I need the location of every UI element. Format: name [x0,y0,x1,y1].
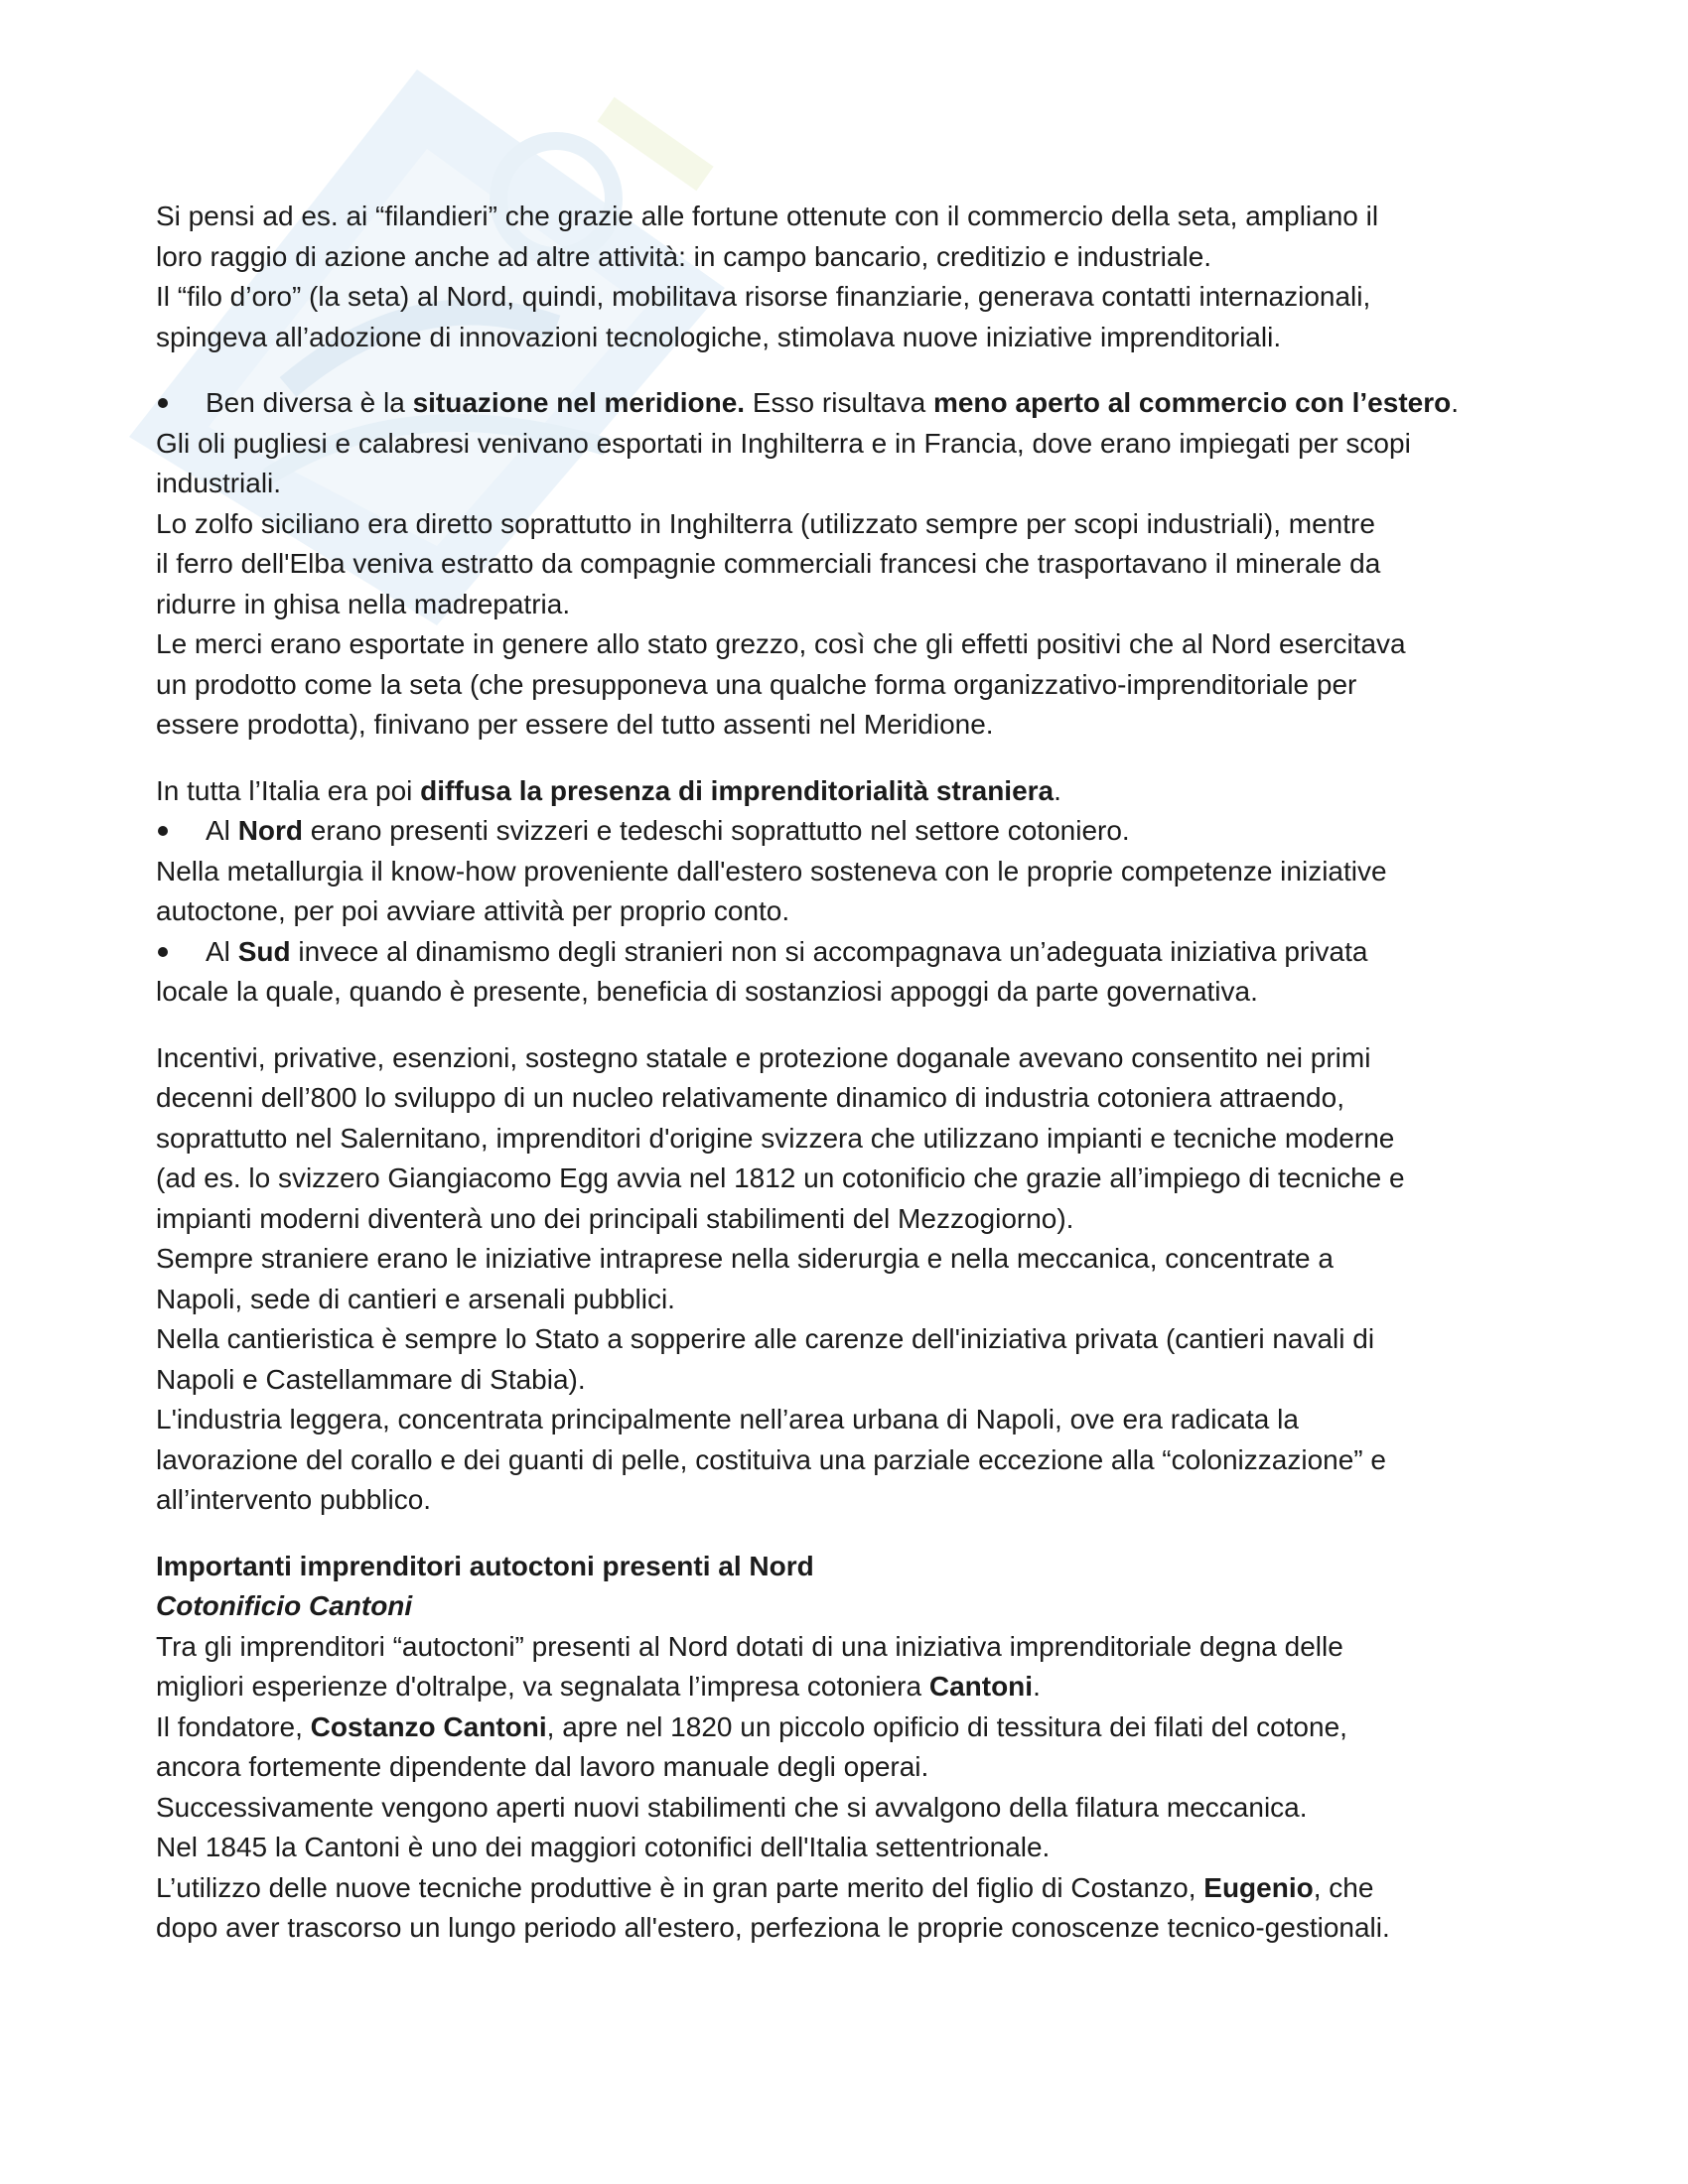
text-line: Nel 1845 la Cantoni è uno dei maggiori cotonifici dell'Italia settentrionale. [156,1832,1051,1862]
section-heading: Importanti imprenditori autoctoni presenti al Nord [156,1550,814,1581]
text-line: Le merci erano esportate in genere allo stato grezzo, così che gli effetti positivi che al Nord esercitava [156,628,1406,659]
text-line: L'industria leggera, concentrata principalmente nell’area urbana di Napoli, ove era radicata la [156,1404,1299,1434]
section-subheading: Cotonificio Cantoni [156,1590,413,1621]
text-line: (ad es. lo svizzero Giangiacomo Egg avvia nel 1812 un cotonificio che grazie all’impiego di tecniche e [156,1162,1405,1193]
text-line: loro raggio di azione anche ad altre attività: in campo bancario, creditizio e industriale. [156,240,1212,272]
text-line: Sempre straniere erano le iniziative intraprese nella siderurgia e nella meccanica, concentrate a [156,1243,1334,1274]
text-line: Nella metallurgia il know-how proveniente dall'estero sosteneva con le proprie competenze iniziative [156,855,1387,887]
document-page [156,197,1546,1949]
paragraph-incentivi [156,1038,1546,1521]
text-line: Napoli, sede di cantieri e arsenali pubblici. [156,1283,675,1314]
text-line: Il “filo d’oro” (la seta) al Nord, quindi, mobilitava risorse finanziarie, generava contatti internazionali, [156,281,1371,312]
bullet-item-meridione: Ben diversa è la situazione nel meridione. Esso risultava meno aperto al commercio con l’estero. [156,383,1546,424]
text-line: autoctone, per poi avviare attività per proprio conto. [156,895,790,926]
text-line: Tra gli imprenditori “autoctoni” presenti al Nord dotati di una iniziativa imprenditoriale degna delle [156,1630,1343,1662]
text-line: ancora fortemente dipendente dal lavoro manuale degli operai. [156,1751,929,1782]
paragraph-filandieri [156,197,1546,357]
text-line: impianti moderni diventerà uno dei principali stabilimenti del Mezzogiorno). [156,1202,1074,1234]
text-line: Lo zolfo siciliano era diretto soprattutto in Inghilterra (utilizzato sempre per scopi industriali), mentre [156,507,1375,539]
text-line: industriali. [156,468,282,498]
text-line: Gli oli pugliesi e calabresi venivano esportati in Inghilterra e in Francia, dove erano impiegati per scopi [156,427,1411,459]
text-line: un prodotto come la seta (che presupponeva una qualche forma organizzativo-imprenditoriale per [156,668,1357,700]
text-line: all’intervento pubblico. [156,1484,432,1515]
text-line: essere prodotta), finivano per essere del tutto assenti nel Meridione. [156,709,994,740]
text-line: lavorazione del corallo e dei guanti di pelle, costituiva una parziale eccezione alla “colonizzazione” e [156,1443,1386,1475]
text-line: Successivamente vengono aperti nuovi stabilimenti che si avvalgono della filatura meccanica. [156,1791,1308,1823]
text-line: dopo aver trascorso un lungo periodo all'estero, perfeziona le proprie conoscenze tecnico-gestionali. [156,1912,1390,1943]
text-line: Nella cantieristica è sempre lo Stato a sopperire alle carenze dell'iniziativa privata (cantieri navali di [156,1323,1375,1354]
text-line: Incentivi, privative, esenzioni, sostegno statale e protezione doganale avevano consentito nei primi [156,1041,1371,1073]
text-line: L’utilizzo delle nuove tecniche produttive è in gran parte merito del figlio di Costanzo, Eugenio, che [156,1871,1374,1903]
text-line: In tutta l’Italia era poi diffusa la presenza di imprenditorialità straniera. [156,774,1061,806]
text-line: Si pensi ad es. ai “filandieri” che grazie alle fortune ottenute con il commercio della seta, ampliano il [156,201,1379,231]
bullet-item-sud: Al Sud invece al dinamismo degli stranieri non si accompagnava un’adeguata iniziativa privata [156,932,1546,973]
text-line: ridurre in ghisa nella madrepatria. [156,588,571,619]
text-line: Napoli e Castellammare di Stabia). [156,1363,586,1395]
bullet-item-nord: Al Nord erano presenti svizzeri e tedeschi soprattutto nel settore cotoniero. [156,811,1546,852]
section-cantoni [156,1547,1546,1949]
text-line: soprattutto nel Salernitano, imprenditori d'origine svizzera che utilizzano impianti e tecniche moderne [156,1122,1395,1154]
text-line: decenni dell’800 lo sviluppo di un nucleo relativamente dinamico di industria cotoniera attraendo, [156,1082,1344,1113]
text-line: locale la quale, quando è presente, beneficia di sostanziosi appoggi da parte governativa. [156,976,1258,1007]
text-line: il ferro dell'Elba veniva estratto da compagnie commerciali francesi che trasportavano il minerale da [156,548,1381,579]
text-line: migliori esperienze d'oltralpe, va segnalata l’impresa cotoniera Cantoni. [156,1671,1041,1702]
text-line: Il fondatore, Costanzo Cantoni, apre nel 1820 un piccolo opificio di tessitura dei filati del cotone, [156,1710,1347,1742]
text-line: spingeva all’adozione di innovazioni tecnologiche, stimolava nuove iniziative imprenditoriali. [156,321,1282,352]
paragraph-imprenditorialita-straniera [156,771,1546,1013]
paragraph-meridione [156,383,1546,746]
